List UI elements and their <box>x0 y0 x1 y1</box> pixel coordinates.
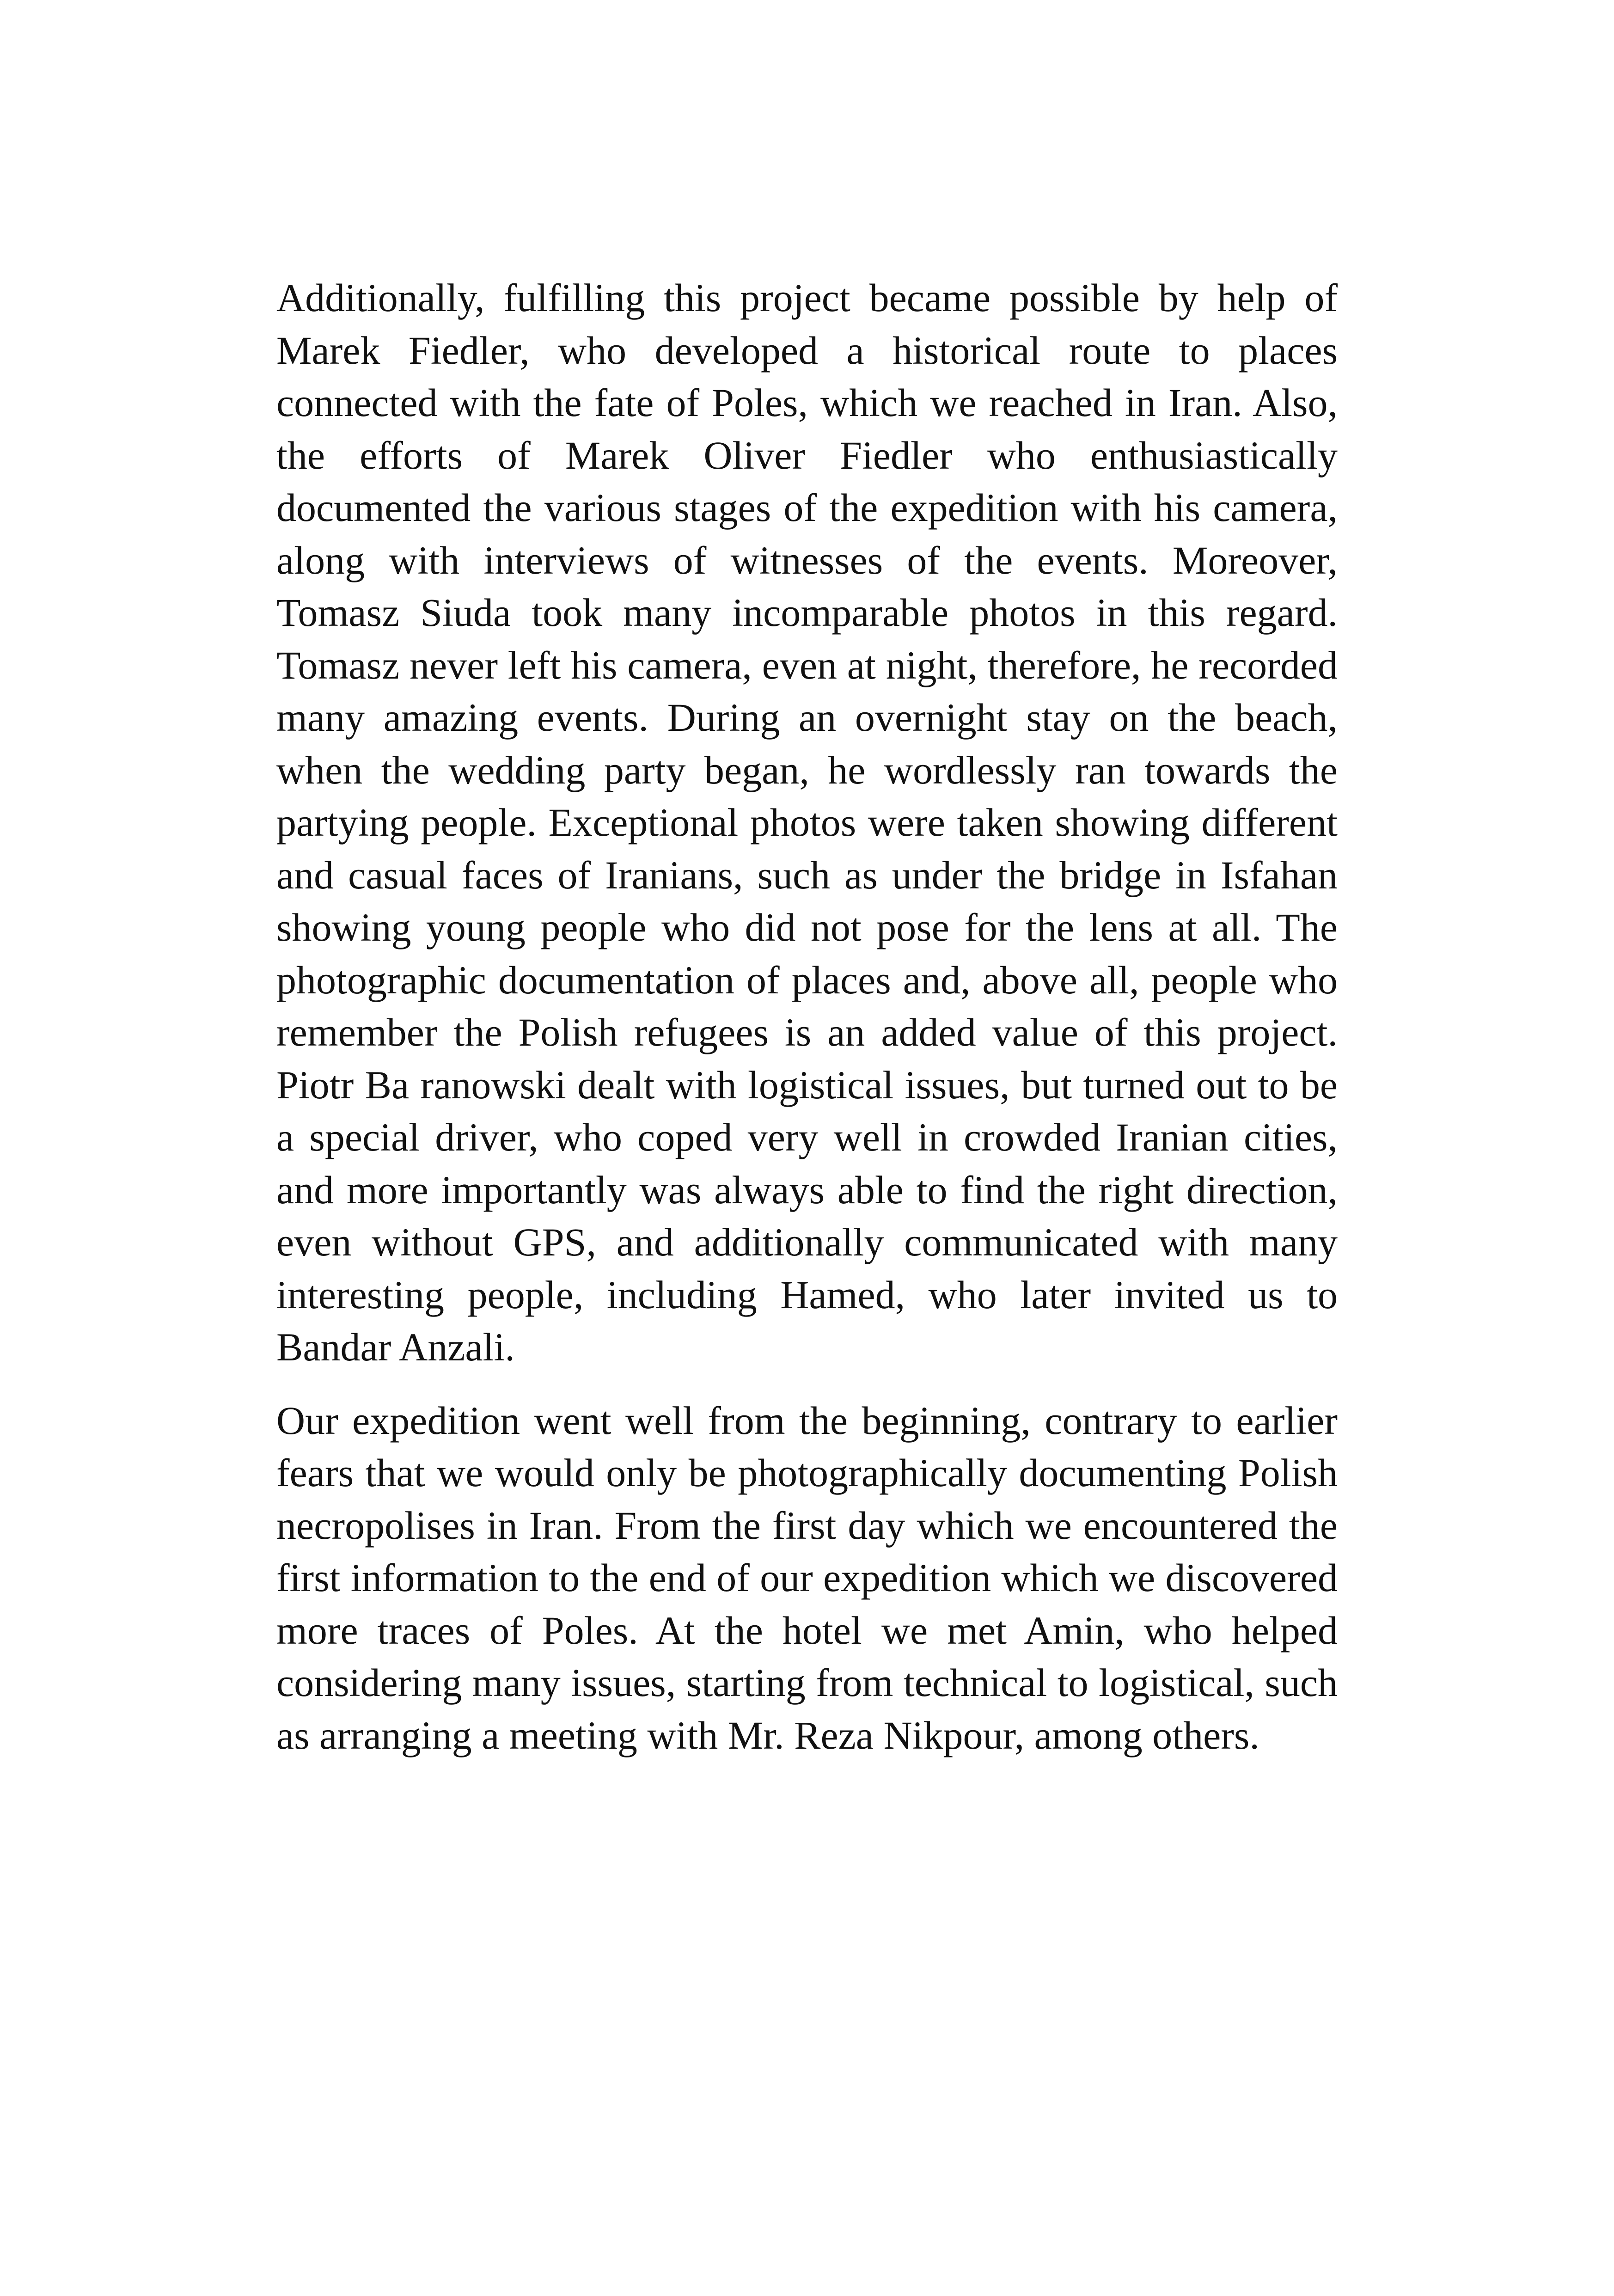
paragraph-expedition-team: Additionally, fulfilling this project became possible by help of Marek Fiedler, who developed a historical route to places connected with the fate of Poles, which we reached in Iran. Also, the efforts of Marek Oliver Fiedler who enthusiastically documented the various stages of the expedition with his camera, along with interviews of witnesses of the events. Moreover, Tomasz Siuda took many incomparable photos in this regard. Tomasz never left his camera, even at night, therefore, he recorded many amazing events. During an overnight stay on the beach, when the wedding party began, he wordlessly ran towards the partying people. Exceptional photos were taken showing different and casual faces of Iranians, such as under the bridge in Isfahan showing young people who did not pose for the lens at all. The photographic documentation of places and, above all, people who remember the Polish refugees is an added value of this project. Piotr Ba ranowski dealt with logistical issues, but turned out to be a special driver, who coped very well in crowded Iranian cities, and more importantly was always able to find the right direction, even without GPS, and additionally communicated with many interesting people, including Hamed, who later invited us to Bandar Anzali. <box>276 276 1338 1369</box>
body-text <box>276 272 1338 1762</box>
paragraph-expedition-progress: Our expedition went well from the beginning, contrary to earlier fears that we would only be photographically documenting Polish necropolises in Iran. From the first day which we encountered the first information to the end of our expedition which we discovered more traces of Poles. At the hotel we met Amin, who helped considering many issues, starting from technical to logistical, such as arranging a meeting with Mr. Reza Nikpour, among others. <box>276 1398 1338 1757</box>
